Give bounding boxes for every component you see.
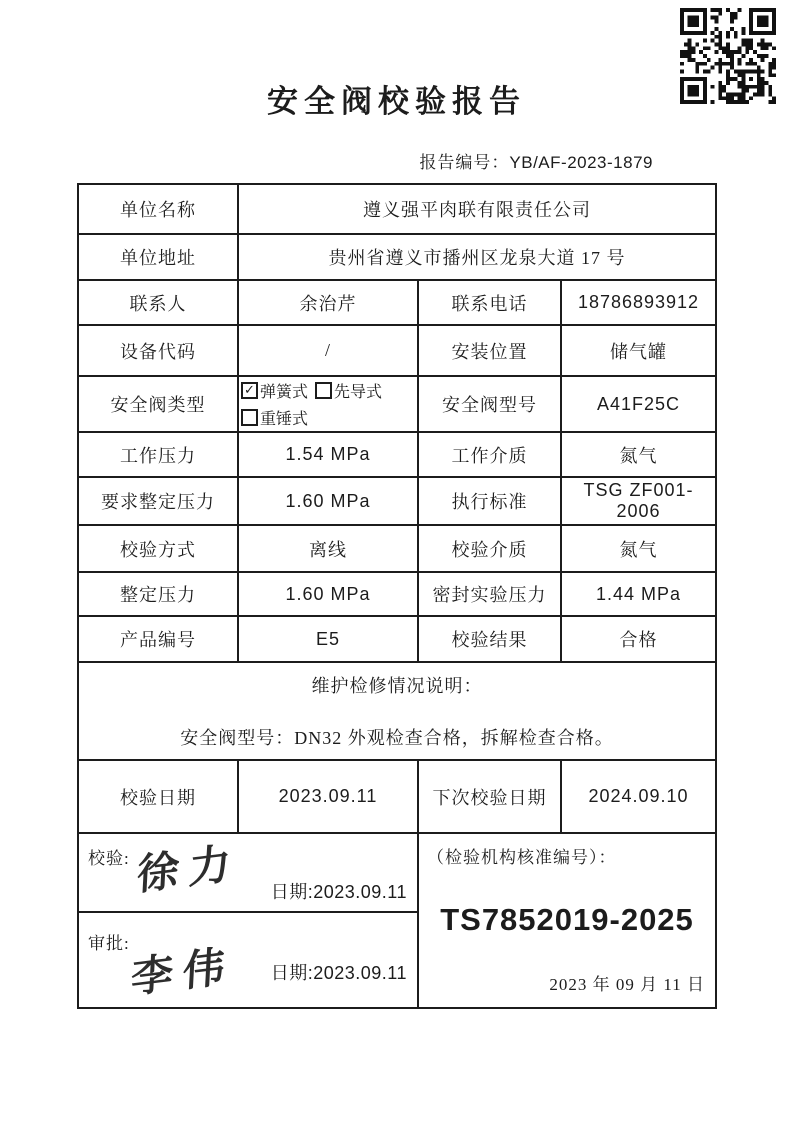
valve-type-option-label: 先导式 bbox=[334, 384, 383, 401]
agency-date: 2023 年 09 月 11 日 bbox=[549, 975, 705, 994]
qr-code-icon bbox=[680, 8, 776, 104]
contact-value: 余治芹 bbox=[238, 280, 418, 325]
working-medium-value: 氮气 bbox=[561, 432, 716, 477]
table-row bbox=[78, 280, 716, 325]
next-calibration-date-label: 下次校验日期 bbox=[418, 760, 561, 833]
product-no-label: 产品编号 bbox=[78, 616, 238, 662]
result-label: 校验结果 bbox=[418, 616, 561, 662]
maintenance-content: 安全阀型号：DN32 外观检查合格，拆解检查合格。 bbox=[180, 728, 614, 748]
unit-address-label: 单位地址 bbox=[78, 234, 238, 280]
approver-date: 日期:2023.09.11 bbox=[270, 963, 407, 983]
table-row bbox=[78, 833, 716, 912]
calibration-method-value: 离线 bbox=[238, 525, 418, 572]
table-row bbox=[78, 184, 716, 234]
valve-type-label: 安全阀类型 bbox=[78, 376, 238, 432]
standard-label: 执行标准 bbox=[418, 477, 561, 525]
valve-type-option-label: 弹簧式 bbox=[260, 384, 309, 401]
verifier-date: 日期:2023.09.11 bbox=[270, 882, 407, 902]
phone-label: 联系电话 bbox=[418, 280, 561, 325]
standard-value: TSG ZF001-2006 bbox=[561, 477, 716, 525]
valve-model-value: A41F25C bbox=[561, 376, 716, 432]
report-number bbox=[0, 148, 653, 173]
install-location-label: 安装位置 bbox=[418, 325, 561, 376]
calibration-method-label: 校验方式 bbox=[78, 525, 238, 572]
calibration-date-value: 2023.09.11 bbox=[238, 760, 418, 833]
report-number-label: 报告编号： bbox=[419, 153, 510, 172]
checkbox-unchecked-icon[interactable] bbox=[315, 382, 332, 399]
required-set-pressure-label: 要求整定压力 bbox=[78, 477, 238, 525]
verifier-cell bbox=[78, 833, 418, 912]
seal-test-pressure-value: 1.44 MPa bbox=[561, 572, 716, 616]
calibration-date-label: 校验日期 bbox=[78, 760, 238, 833]
checkbox-checked-icon[interactable] bbox=[241, 382, 258, 399]
unit-name-value: 遵义强平肉联有限责任公司 bbox=[238, 184, 716, 234]
table-row bbox=[78, 376, 716, 432]
table-row bbox=[78, 760, 716, 833]
calibration-medium-value: 氮气 bbox=[561, 525, 716, 572]
agency-title: （检验机构核准编号）： bbox=[427, 848, 617, 867]
approver-cell bbox=[78, 912, 418, 1008]
valve-model-label: 安全阀型号 bbox=[418, 376, 561, 432]
working-pressure-label: 工作压力 bbox=[78, 432, 238, 477]
set-pressure-value: 1.60 MPa bbox=[238, 572, 418, 616]
next-calibration-date-value: 2024.09.10 bbox=[561, 760, 716, 833]
required-set-pressure-value: 1.60 MPa bbox=[238, 477, 418, 525]
valve-type-option-spring[interactable] bbox=[241, 379, 308, 402]
agency-approval-code: TS7852019-2025 bbox=[440, 902, 694, 937]
maintenance-title: 维护检修情况说明： bbox=[311, 676, 483, 696]
valve-type-options-wrap bbox=[241, 379, 415, 429]
table-row bbox=[78, 662, 716, 760]
table-row bbox=[78, 234, 716, 280]
table-row bbox=[78, 572, 716, 616]
phone-value: 18786893912 bbox=[561, 280, 716, 325]
report-table bbox=[77, 183, 717, 1009]
result-value: 合格 bbox=[561, 616, 716, 662]
product-no-value: E5 bbox=[238, 616, 418, 662]
verifier-label: 校验: bbox=[88, 849, 130, 868]
verifier-signature: 徐力 bbox=[135, 840, 242, 900]
table-row bbox=[78, 477, 716, 525]
check-mark: ✓ bbox=[244, 383, 255, 398]
approver-label: 审批: bbox=[88, 934, 130, 953]
report-number-value: YB/AF-2023-1879 bbox=[509, 153, 653, 172]
contact-label: 联系人 bbox=[78, 280, 238, 325]
seal-test-pressure-label: 密封实验压力 bbox=[418, 572, 561, 616]
checkbox-unchecked-icon[interactable] bbox=[241, 409, 258, 426]
table-row bbox=[78, 616, 716, 662]
table-row bbox=[78, 325, 716, 376]
agency-cell bbox=[418, 833, 716, 1008]
valve-type-option-pilot[interactable] bbox=[315, 379, 382, 402]
valve-type-option-label: 重锤式 bbox=[260, 411, 309, 428]
calibration-medium-label: 校验介质 bbox=[418, 525, 561, 572]
working-pressure-value: 1.54 MPa bbox=[238, 432, 418, 477]
maintenance-cell bbox=[78, 662, 716, 760]
approver-signature: 李伟 bbox=[129, 943, 236, 1003]
table-row bbox=[78, 432, 716, 477]
set-pressure-label: 整定压力 bbox=[78, 572, 238, 616]
working-medium-label: 工作介质 bbox=[418, 432, 561, 477]
unit-name-label: 单位名称 bbox=[78, 184, 238, 234]
device-code-value: / bbox=[238, 325, 418, 376]
page-title: 安全阀校验报告 bbox=[267, 84, 526, 119]
table-row bbox=[78, 525, 716, 572]
unit-address-value: 贵州省遵义市播州区龙泉大道 17 号 bbox=[238, 234, 716, 280]
device-code-label: 设备代码 bbox=[78, 325, 238, 376]
install-location-value: 储气罐 bbox=[561, 325, 716, 376]
valve-type-options bbox=[238, 376, 418, 432]
valve-type-option-weight[interactable] bbox=[241, 406, 308, 429]
